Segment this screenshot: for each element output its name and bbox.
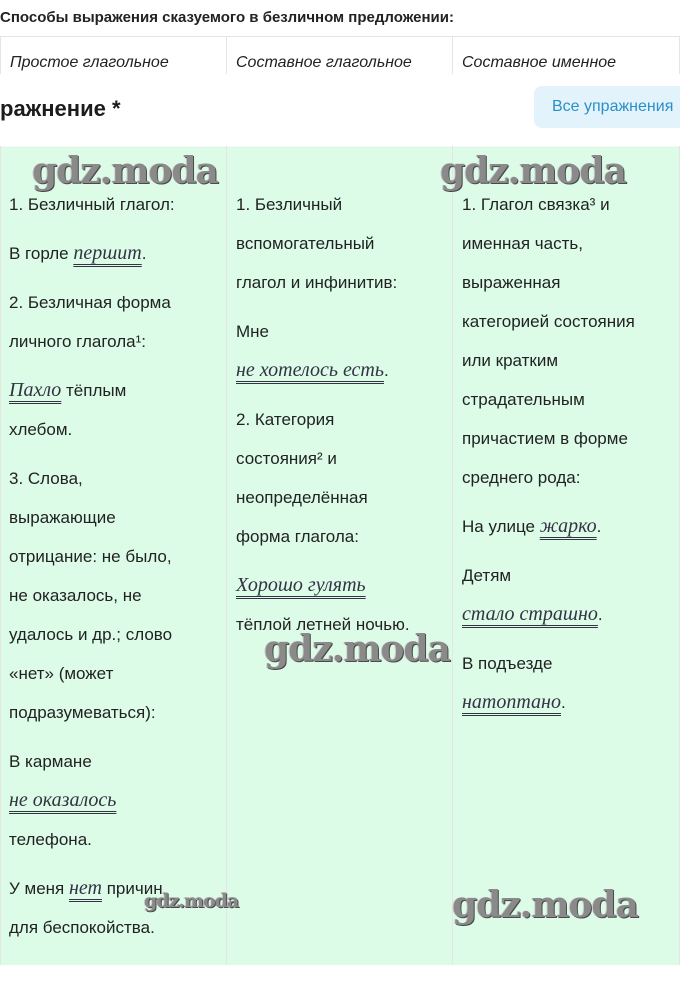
text: 3. Слова, [9,469,83,488]
text: для беспокойства. [9,918,155,937]
text: состояния² и [236,449,337,468]
text: причастием в форме [462,429,628,448]
text: личного глагола¹: [9,332,146,351]
text: не оказалось, не [9,586,142,605]
text: Мне [236,322,270,341]
example: натоптано. [462,691,566,713]
watermark-logo: gdz.moda [452,884,638,926]
handwritten-predicate: першит [73,242,142,264]
text: хлебом. [9,420,73,439]
handwritten-predicate: стало страшно [462,603,598,625]
text: неопределённая [236,488,368,507]
example: На улице жарко. [462,515,602,537]
text: 1. Безличный [236,195,343,214]
example: В горле першит. [9,242,147,264]
text: 2. Безличная форма [9,293,171,312]
watermark-logo: gdz.moda [32,150,218,192]
handwritten-predicate: натоптано [462,691,561,713]
exercise-title: ражнение * [0,96,121,121]
sticky-exercise-bar [0,74,680,146]
text: 1. Безличный глагол: [9,195,175,214]
cell-compound-verbal [236,185,450,644]
watermark-logo: gdz.moda [144,890,239,912]
column-header-compound-verbal: Составное глагольное [236,54,412,71]
text: 1. Глагол связка³ и [462,195,610,214]
text: отрицание: не было, [9,547,172,566]
text: среднего рода: [462,468,581,487]
text: вспомогательный [236,234,375,253]
handwritten-predicate: не оказалось [9,789,117,811]
text: форма глагола: [236,527,359,546]
example: У меня нет причин [9,877,163,899]
handwritten-predicate: нет [68,877,102,899]
text: телефона. [9,830,92,849]
text: подразумеваться): [9,703,156,722]
text: страдательным [462,390,585,409]
handwritten-predicate: жарко [539,515,597,537]
table-heading: Способы выражения сказуемого в безличном предложении: [0,9,454,26]
cell-compound-nominal [462,185,678,722]
cell-simple-verbal [9,185,224,947]
text: выражающие [9,508,116,527]
watermark-logo: gdz.moda [264,628,450,670]
text: тёплой летней ночью. [236,615,410,634]
handwritten-predicate: не хотелось есть [236,359,384,381]
text: Детям [462,566,512,585]
column-header-simple-verbal: Простое глагольное [10,54,169,71]
text: «нет» (может [9,664,114,683]
text: или кратким [462,351,559,370]
text: В подъезде [462,654,553,673]
text: 2. Категория [236,410,335,429]
column-header-compound-nominal: Составное именное [462,54,617,71]
text: удалось и др.; слово [9,625,173,644]
all-exercises-button[interactable]: Все упражнения [534,86,680,128]
text: категорией состояния [462,312,635,331]
example: Пахло тёплым [9,379,127,401]
text: глагол и инфинитив: [236,273,398,292]
handwritten-predicate: Хорошо гулять [236,574,366,596]
example: не хотелось есть. [236,359,389,381]
text: выраженная [462,273,561,292]
watermark-logo: gdz.moda [440,150,626,192]
text: В кармане [9,752,92,771]
example: стало страшно. [462,603,603,625]
handwritten-predicate: Пахло [9,379,62,401]
example [9,781,224,820]
example [236,566,450,605]
text: именная часть, [462,234,583,253]
